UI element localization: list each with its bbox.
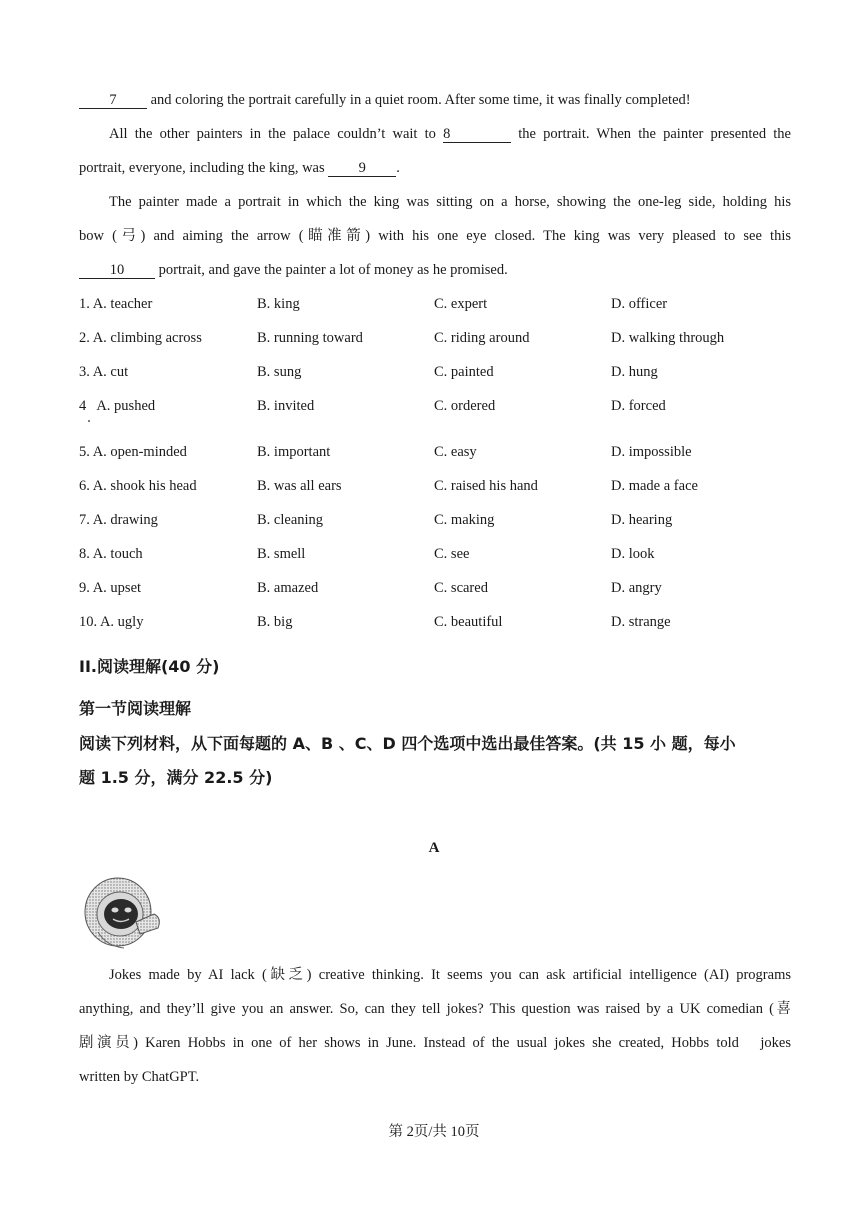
option-a: 8. A. touch xyxy=(79,546,143,562)
option-c: C. scared xyxy=(434,580,488,596)
option-b: B. running toward xyxy=(257,330,363,346)
blank-10: 10 xyxy=(79,262,155,279)
options-row-1 xyxy=(79,294,791,314)
option-b: B. king xyxy=(257,296,300,312)
option-c: C. making xyxy=(434,512,495,528)
option-d: D. angry xyxy=(611,580,662,596)
option-a: 2. A. climbing across xyxy=(79,330,202,346)
instruction-line-1: 阅读下列材料，从下面每题的 A、B 、C、D 四个选项中选出最佳答案。(共 15 小 题，每小 xyxy=(79,734,736,753)
options-row-2 xyxy=(79,328,791,348)
option-b: B. invited xyxy=(257,398,315,414)
page-number: 第 2页/共 10页 xyxy=(388,1124,480,1140)
option-b: B. sung xyxy=(257,364,302,380)
scan-speck xyxy=(88,420,90,422)
robot-head-icon xyxy=(80,872,164,952)
option-c: C. ordered xyxy=(434,398,496,414)
option-c: C. beautiful xyxy=(434,614,503,630)
option-d: D. hung xyxy=(611,364,658,380)
option-a: 4 A. pushed xyxy=(79,398,156,414)
option-d: D. look xyxy=(611,546,655,562)
passage-line-3: portrait, everyone, including the king, was 9 . xyxy=(79,160,400,176)
option-a: 7. A. drawing xyxy=(79,512,158,528)
blank-8: 8 xyxy=(443,126,511,143)
options-row-8 xyxy=(79,544,791,564)
blank-9: 9 xyxy=(328,160,396,177)
option-c: C. expert xyxy=(434,296,488,312)
option-a: 10. A. ugly xyxy=(79,614,144,630)
option-c: C. riding around xyxy=(434,330,530,346)
passage-a-line-4: written by ChatGPT. xyxy=(79,1069,200,1085)
options-row-4 xyxy=(79,396,791,416)
option-c: C. raised his hand xyxy=(434,478,538,494)
option-a: 1. A. teacher xyxy=(79,296,153,312)
passage-line-2: All the other painters in the palace couldn’t wait to 8 the portrait. When the painter presented the xyxy=(109,126,791,142)
option-d: D. impossible xyxy=(611,444,692,460)
section-subheading: 第一节阅读理解 xyxy=(79,699,192,718)
option-c: C. see xyxy=(434,546,470,562)
passage-line-1: 7 and coloring the portrait carefully in a quiet room. After some time, it was finally completed! xyxy=(79,90,791,110)
option-b: B. big xyxy=(257,614,293,630)
passage-line-5: bow (弓) and aiming the arrow (瞄准箭) with his one eye closed. The king was very pleased to see this xyxy=(79,228,791,244)
option-b: B. cleaning xyxy=(257,512,324,528)
passage-a-line-2: anything, and they’ll give you an answer. So, can they tell jokes? This question was raised by a UK comedian (喜 xyxy=(79,1001,791,1017)
section-heading: II.阅读理解(40 分) xyxy=(79,657,220,676)
option-d: D. officer xyxy=(611,296,668,312)
option-d: D. forced xyxy=(611,398,666,414)
option-d: D. made a face xyxy=(611,478,698,494)
options-row-7 xyxy=(79,510,791,530)
option-b: B. important xyxy=(257,444,331,460)
passage-label: A xyxy=(428,840,440,856)
option-d: D. hearing xyxy=(611,512,673,528)
option-a: 5. A. open-minded xyxy=(79,444,187,460)
options-row-5 xyxy=(79,442,791,462)
option-d: D. walking through xyxy=(611,330,725,346)
blank-7: 7 xyxy=(79,92,147,109)
option-b: B. amazed xyxy=(257,580,319,596)
option-a: 9. A. upset xyxy=(79,580,142,596)
passage-a-line-3: 剧演员) Karen Hobbs in one of her shows in June. Instead of the usual jokes she created, Hobbs told jokes xyxy=(79,1035,791,1051)
option-b: B. smell xyxy=(257,546,306,562)
instruction-line-2: 题 1.5 分，满分 22.5 分) xyxy=(79,768,273,787)
passage-line-4: The painter made a portrait in which the king was sitting on a horse, showing the one-leg side, holding his xyxy=(109,194,791,210)
options-row-9 xyxy=(79,578,791,598)
passage-a-line-1: Jokes made by AI lack (缺乏) creative thinking. It seems you can ask artificial intelligence (AI) programs xyxy=(109,967,791,983)
options-row-6 xyxy=(79,476,791,496)
option-a: 6. A. shook his head xyxy=(79,478,197,494)
option-b: B. was all ears xyxy=(257,478,342,494)
option-c: C. easy xyxy=(434,444,477,460)
option-a: 3. A. cut xyxy=(79,364,129,380)
passage-line-6: 10 portrait, and gave the painter a lot of money as he promised. xyxy=(79,260,791,280)
options-row-3 xyxy=(79,362,791,382)
option-c: C. painted xyxy=(434,364,494,380)
options-row-10 xyxy=(79,612,791,632)
option-d: D. strange xyxy=(611,614,671,630)
